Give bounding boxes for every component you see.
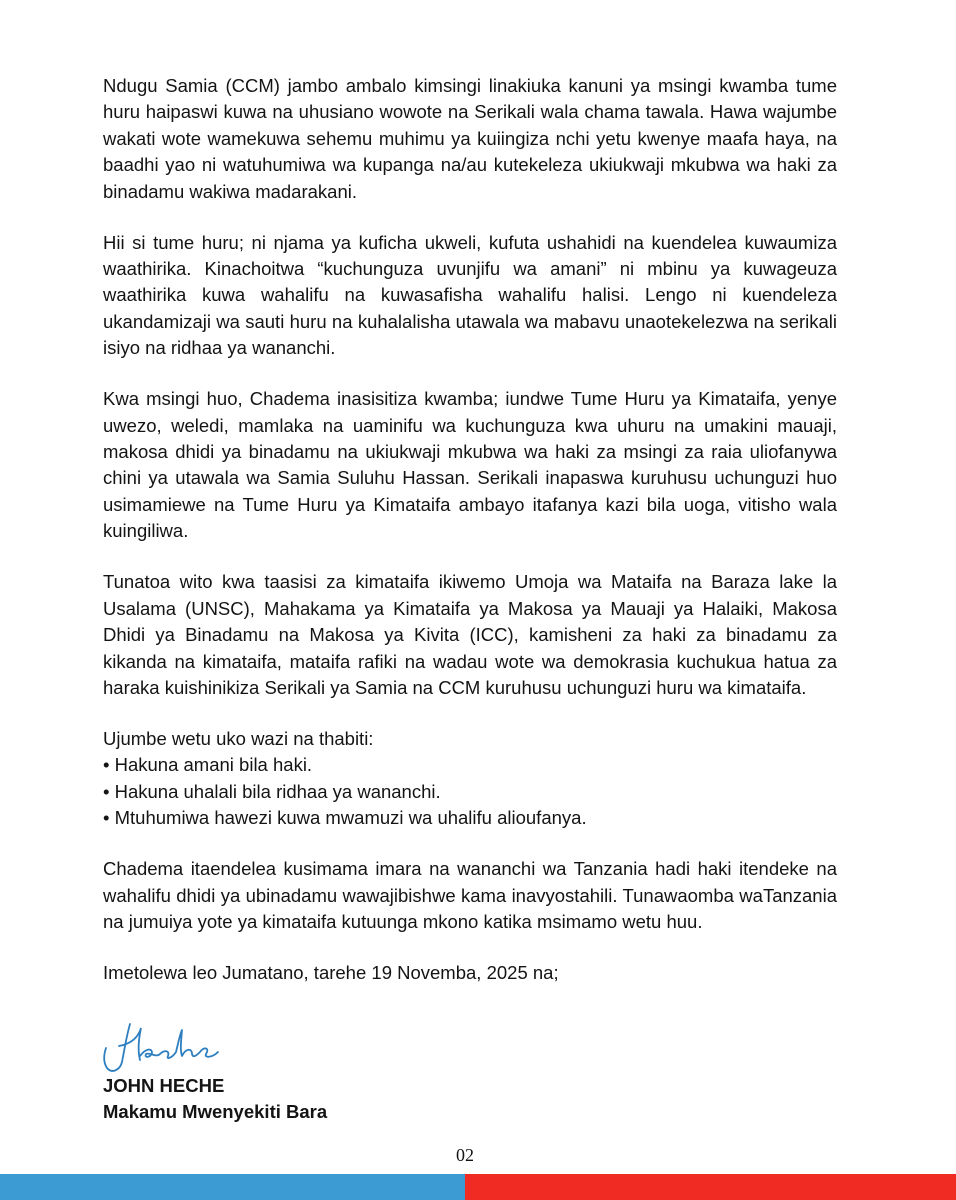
message-block [103,726,837,832]
signatory-name: JOHN HECHE [103,1075,225,1096]
paragraph-4: Tunatoa wito kwa taasisi za kimataifa ikiwemo Umoja wa Mataifa na Baraza lake la Usalama (UNSC), Mahakama ya Kimataifa ya Makosa ya Mauaji ya Halaiki, Makosa Dhidi ya Binadamu na Makosa ya Kivita (ICC), kamisheni za haki za binadamu za kikanda na kimataifa, mataifa rafiki na wadau wote wa demokrasia kuchukua hatua za haraka kuishinikiza Serikali ya Samia na CCM kuruhusu uchunguzi huru wa kimataifa. [103,571,837,698]
signatory-title: Makamu Mwenyekiti Bara [103,1101,328,1122]
letter-body [103,73,837,1011]
bullet-item: • Mtuhumiwa hawezi kuwa mwamuzi wa uhalifu alioufanya. [103,807,587,829]
message-intro: Ujumbe wetu uko wazi na thabiti: [103,727,374,749]
paragraph-1: Ndugu Samia (CCM) jambo ambalo kimsingi linakiuka kanuni ya msingi kwamba tume huru haipaswi kuwa na uhusiano wowote na Serikali wala chama tawala. Hawa wajumbe wakati wote wamekuwa sehemu muhimu ya kuiingiza nchi yetu kwenye maafa haya, na baadhi yao ni watuhumiwa wa kupanga na/au kutekeleza ukiukwaji mkubwa wa haki za binadamu wakiwa madarakani. [103,75,837,202]
handwritten-signature [100,1018,220,1078]
footer-color-band-blue [0,1174,465,1200]
issued-line: Imetolewa leo Jumatano, tarehe 19 Novemba, 2025 na; [103,961,559,983]
bullet-item: • Hakuna amani bila haki. [103,754,313,776]
closing-paragraph: Chadema itaendelea kusimama imara na wananchi wa Tanzania hadi haki itendeke na wahalifu dhidi ya ubinadamu wawajibishwe kama inavyostahili. Tunawaomba waTanzania na jumuiya yote ya kimataifa kutuunga mkono katika msimamo wetu huu. [103,858,837,932]
paragraph-3: Kwa msingi huo, Chadema inasisitiza kwamba; iundwe Tume Huru ya Kimataifa, yenye uwezo, weledi, mamlaka na uaminifu wa kuchunguza kwa uhuru na umakini mauaji, makosa dhidi ya binadamu na ukiukwaji mkubwa wa haki za msingi za raia uliofanywa chini ya utawala wa Samia Suluhu Hassan. Serikali inapaswa kuruhusu uchunguzi huo usimamiewe na Tume Huru ya Kimataifa ambayo itafanya kazi bila uoga, vitisho wala kuingiliwa. [103,388,837,542]
bullet-item: • Hakuna uhalali bila ridhaa ya wananchi. [103,780,441,802]
page-number: 02 [456,1145,474,1165]
paragraph-2: Hii si tume huru; ni njama ya kuficha ukweli, kufuta ushahidi na kuendelea kuwaumiza waathirika. Kinachoitwa “kuchunguza uvunjifu wa amani” ni mbinu ya kuwageuza waathirika kuwa wahalifu na kuwasafisha wahalifu halisi. Lengo ni kuendeleza ukandamizaji wa sauti huru na kuhalalisha utawala wa mabavu unaotekelezwa na serikali isiyo na ridhaa ya wananchi. [103,231,837,359]
footer-color-band-red [465,1174,956,1200]
